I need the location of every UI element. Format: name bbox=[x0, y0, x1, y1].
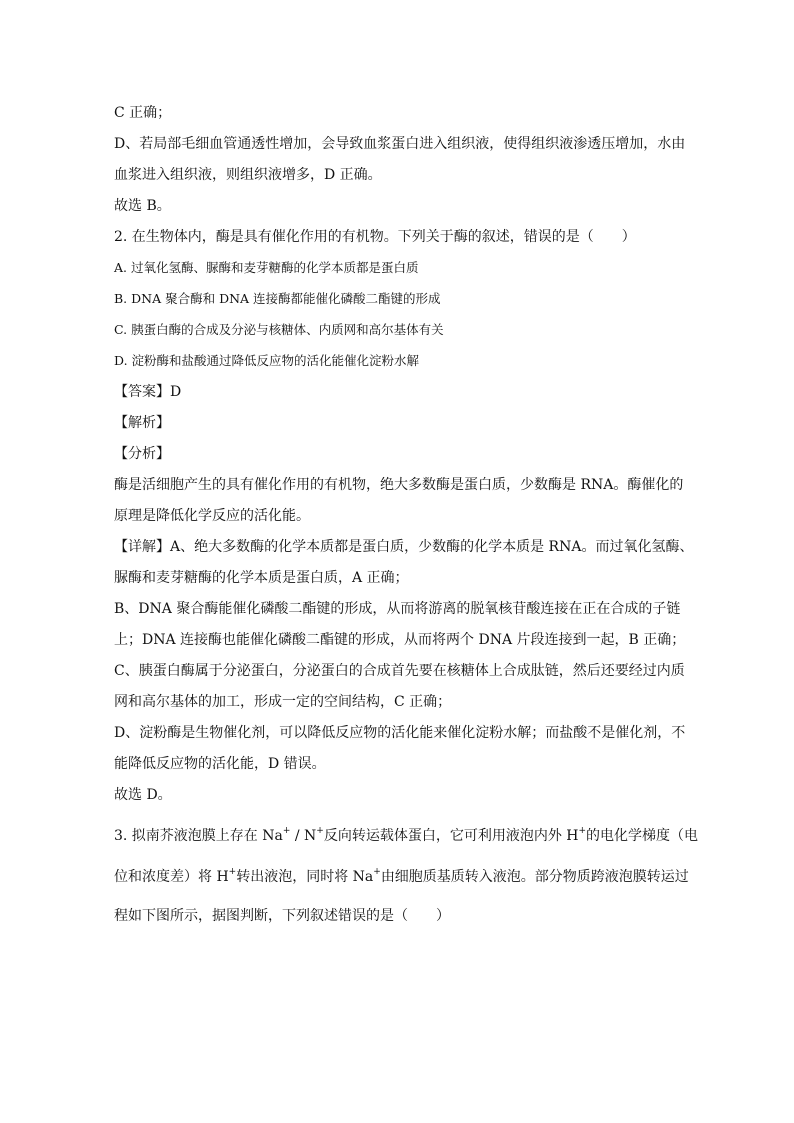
text-line: 酶是活细胞产生的具有催化作用的有机物，绝大多数酶是蛋白质，少数酶是 RNA。酶催化的 bbox=[114, 477, 684, 493]
analysis-heading: 【解析】 bbox=[114, 415, 170, 431]
detail-line: 能降低反应物的活化能，D 错误。 bbox=[114, 756, 326, 772]
detail-line: 脲酶和麦芽糖酶的化学本质是蛋白质，A 正确； bbox=[114, 570, 409, 586]
question-2-stem: 2. 在生物体内，酶是具有催化作用的有机物。下列关于酶的叙述，错误的是（ ） bbox=[114, 229, 636, 245]
question-3-stem-line-3: 程如下图所示，据图判断，下列叙述错误的是（ ） bbox=[114, 908, 450, 924]
question-3-stem-line-1: 3. 拟南芥液泡膜上存在 Na+ / N+反向转运载体蛋白，它可利用液泡内外 H+的电化学梯度（电 bbox=[114, 826, 699, 844]
detail-line: D、淀粉酶是生物催化剂，可以降低反应物的活化能来催化淀粉水解；而盐酸不是催化剂，不 bbox=[114, 725, 686, 741]
detail-line: 【详解】A、绝大多数酶的化学本质都是蛋白质，少数酶的化学本质是 RNA。而过氧化氢酶、 bbox=[114, 539, 694, 555]
detail-line: B、DNA 聚合酶能催化磷酸二酯键的形成，从而将游离的脱氧核苷酸连接在正在合成的子链 bbox=[114, 601, 681, 617]
analysis-subheading: 【分析】 bbox=[114, 446, 170, 462]
detail-line: C、胰蛋白酶属于分泌蛋白，分泌蛋白的合成首先要在核糖体上合成肽链，然后还要经过内质 bbox=[114, 663, 685, 679]
detail-line: 上；DNA 连接酶也能催化磷酸二酯键的形成，从而将两个 DNA 片段连接到一起，B 正确； bbox=[114, 632, 686, 648]
detail-line: 故选 D。 bbox=[114, 787, 172, 803]
question-3-stem-line-2: 位和浓度差）将 H+转出液泡，同时将 Na+由细胞质基质转入液泡。部分物质跨液泡膜转运过 bbox=[114, 867, 689, 885]
text-line: D、若局部毛细血管通透性增加，会导致血浆蛋白进入组织液，使得组织液渗透压增加，水由 bbox=[114, 136, 686, 152]
question-2-option-b: B. DNA 聚合酶和 DNA 连接酶都能催化磷酸二酯键的形成 bbox=[114, 291, 441, 306]
detail-line: 网和高尔基体的加工，形成一定的空间结构，C 正确； bbox=[114, 694, 452, 710]
text-line: 血浆进入组织液，则组织液增多，D 正确。 bbox=[114, 167, 382, 183]
text-line: 故选 B。 bbox=[114, 198, 171, 214]
answer-line: 【答案】D bbox=[114, 384, 182, 400]
question-2-option-d: D. 淀粉酶和盐酸通过降低反应物的活化能催化淀粉水解 bbox=[114, 353, 420, 368]
text-line: C 正确； bbox=[114, 105, 172, 121]
question-2-option-c: C. 胰蛋白酶的合成及分泌与核糖体、内质网和高尔基体有关 bbox=[114, 322, 444, 337]
text-line: 原理是降低化学反应的活化能。 bbox=[114, 508, 310, 524]
question-2-option-a: A. 过氧化氢酶、脲酶和麦芽糖酶的化学本质都是蛋白质 bbox=[114, 260, 419, 275]
